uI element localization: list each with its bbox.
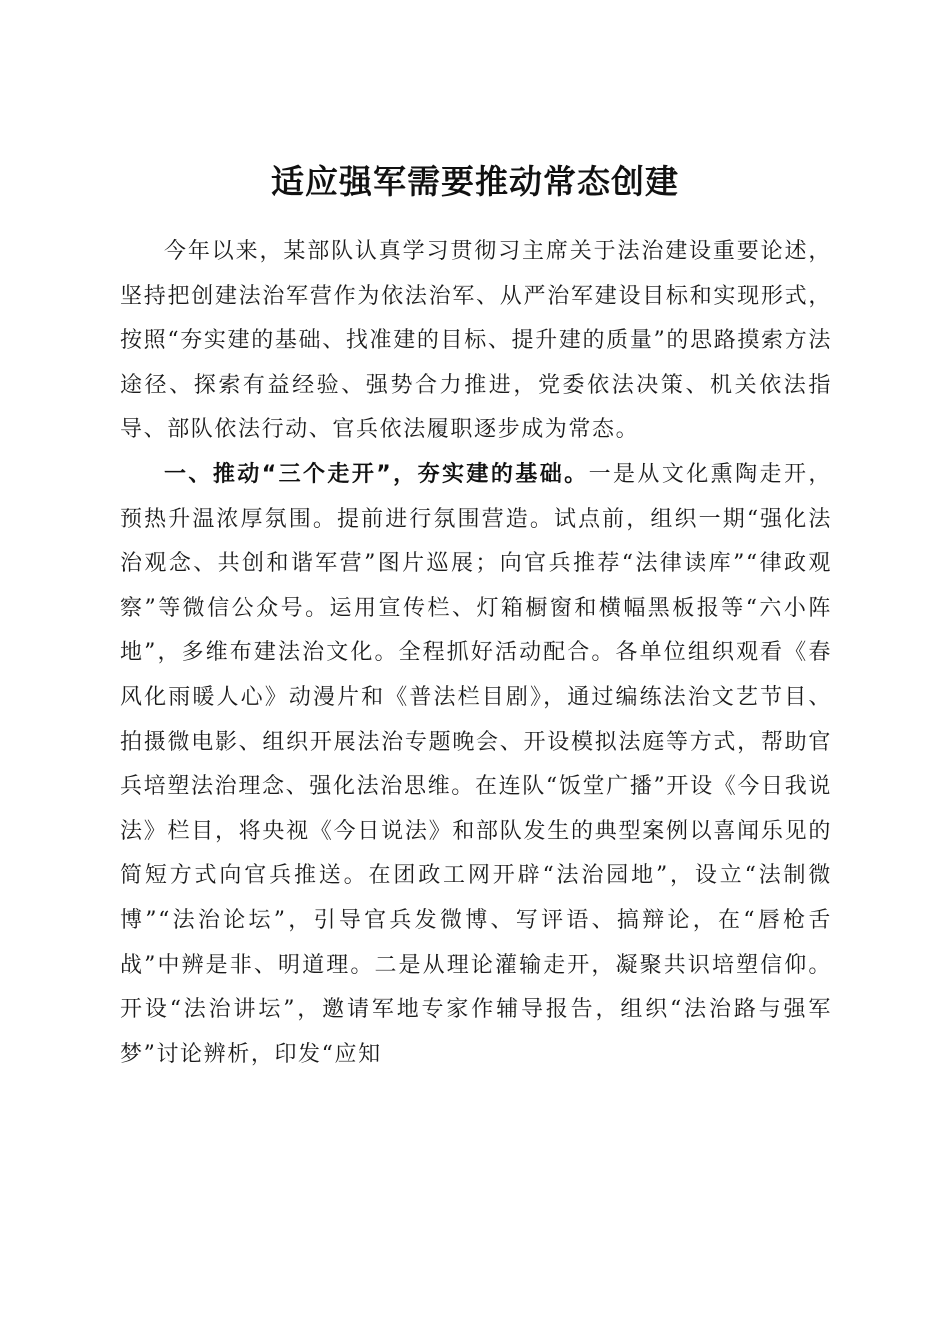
document-body (120, 230, 832, 1077)
section-one-paragraph (120, 453, 832, 1077)
section-one-heading: 一、推动“三个走开”，夯实建的基础。 (164, 461, 589, 487)
section-one-text: 一是从文化熏陶走开，预热升温浓厚氛围。提前进行氛围营造。试点前，组织一期“强化法治观念、共创和谐军营”图片巡展；向官兵推荐“法律读库”“律政观察”等微信公众号。运用宣传栏、灯箱橱窗和横幅黑板报等“六小阵地”，多维布建法治文化。全程抓好活动配合。各单位组织观看《春风化雨暖人心》动漫片和《普法栏目剧》，通过编练法治文艺节目、拍摄微电影、组织开展法治专题晚会、开设模拟法庭等方式，帮助官兵培塑法治理念、强化法治思维。在连队“饭堂广播”开设《今日我说法》栏目，将央视《今日说法》和部队发生的典型案例以喜闻乐见的简短方式向官兵推送。在团政工网开辟“法治园地”，设立“法制微博”“法治论坛”，引导官兵发微博、写评语、搞辩论，在“唇枪舌战”中辨是非、明道理。二是从理论灌输走开，凝聚共识培塑信仰。开设“法治讲坛”，邀请军地专家作辅导报告，组织“法治路与强军梦”讨论辨析，印发“应知 (120, 461, 832, 1067)
intro-paragraph: 今年以来，某部队认真学习贯彻习主席关于法治建设重要论述，坚持把创建法治军营作为依法治军、从严治军建设目标和实现形式，按照“夯实建的基础、找准建的目标、提升建的质量”的思路摸索方法途径、探索有益经验、强势合力推进，党委依法决策、机关依法指导、部队依法行动、官兵依法履职逐步成为常态。 (120, 239, 832, 443)
document-title: 适应强军需要推动常态创建 (271, 162, 679, 202)
